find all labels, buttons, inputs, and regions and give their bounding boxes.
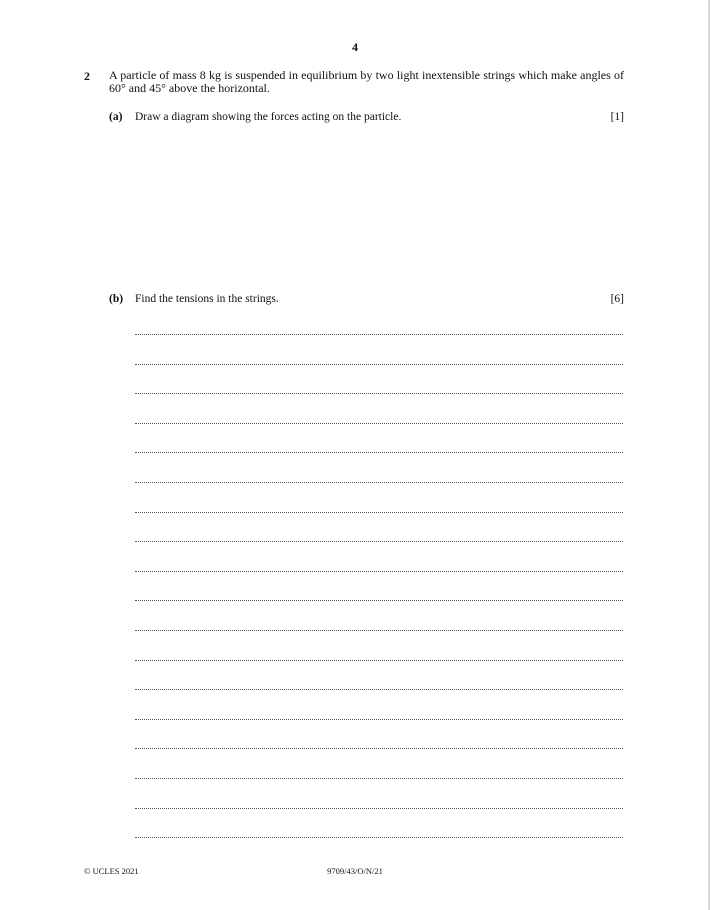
part-b-text: Find the tensions in the strings. — [135, 293, 279, 305]
answer-line[interactable] — [135, 393, 623, 423]
answer-lines[interactable] — [135, 334, 623, 867]
question-number: 2 — [84, 69, 90, 83]
answer-line[interactable] — [135, 571, 623, 601]
page-number: 4 — [352, 40, 358, 54]
part-b-marks: [6] — [610, 293, 624, 305]
answer-line[interactable] — [135, 452, 623, 482]
answer-line[interactable] — [135, 600, 623, 630]
answer-line[interactable] — [135, 423, 623, 453]
answer-line[interactable] — [135, 512, 623, 542]
answer-line[interactable] — [135, 660, 623, 690]
answer-line[interactable] — [135, 778, 623, 808]
answer-line[interactable] — [135, 719, 623, 749]
answer-line[interactable] — [135, 630, 623, 660]
answer-line[interactable] — [135, 748, 623, 778]
answer-line[interactable] — [135, 482, 623, 512]
footer-copyright: © UCLES 2021 — [84, 866, 139, 876]
part-a-text: Draw a diagram showing the forces acting on the particle. — [135, 111, 402, 123]
part-a-label: (a) — [109, 111, 123, 123]
answer-line[interactable] — [135, 364, 623, 394]
part-b-label: (b) — [109, 293, 124, 305]
answer-line[interactable] — [135, 334, 623, 364]
answer-line[interactable] — [135, 808, 623, 838]
part-a-marks: [1] — [610, 111, 624, 123]
answer-line[interactable] — [135, 837, 623, 867]
diagram-answer-space[interactable] — [135, 140, 624, 280]
footer-paper-code: 9709/43/O/N/21 — [327, 866, 383, 876]
question-text: A particle of mass 8 kg is suspended in equilibrium by two light inextensible strings which make angles of 60° and 45° above the horizontal. — [109, 68, 624, 95]
answer-line[interactable] — [135, 689, 623, 719]
answer-line[interactable] — [135, 541, 623, 571]
